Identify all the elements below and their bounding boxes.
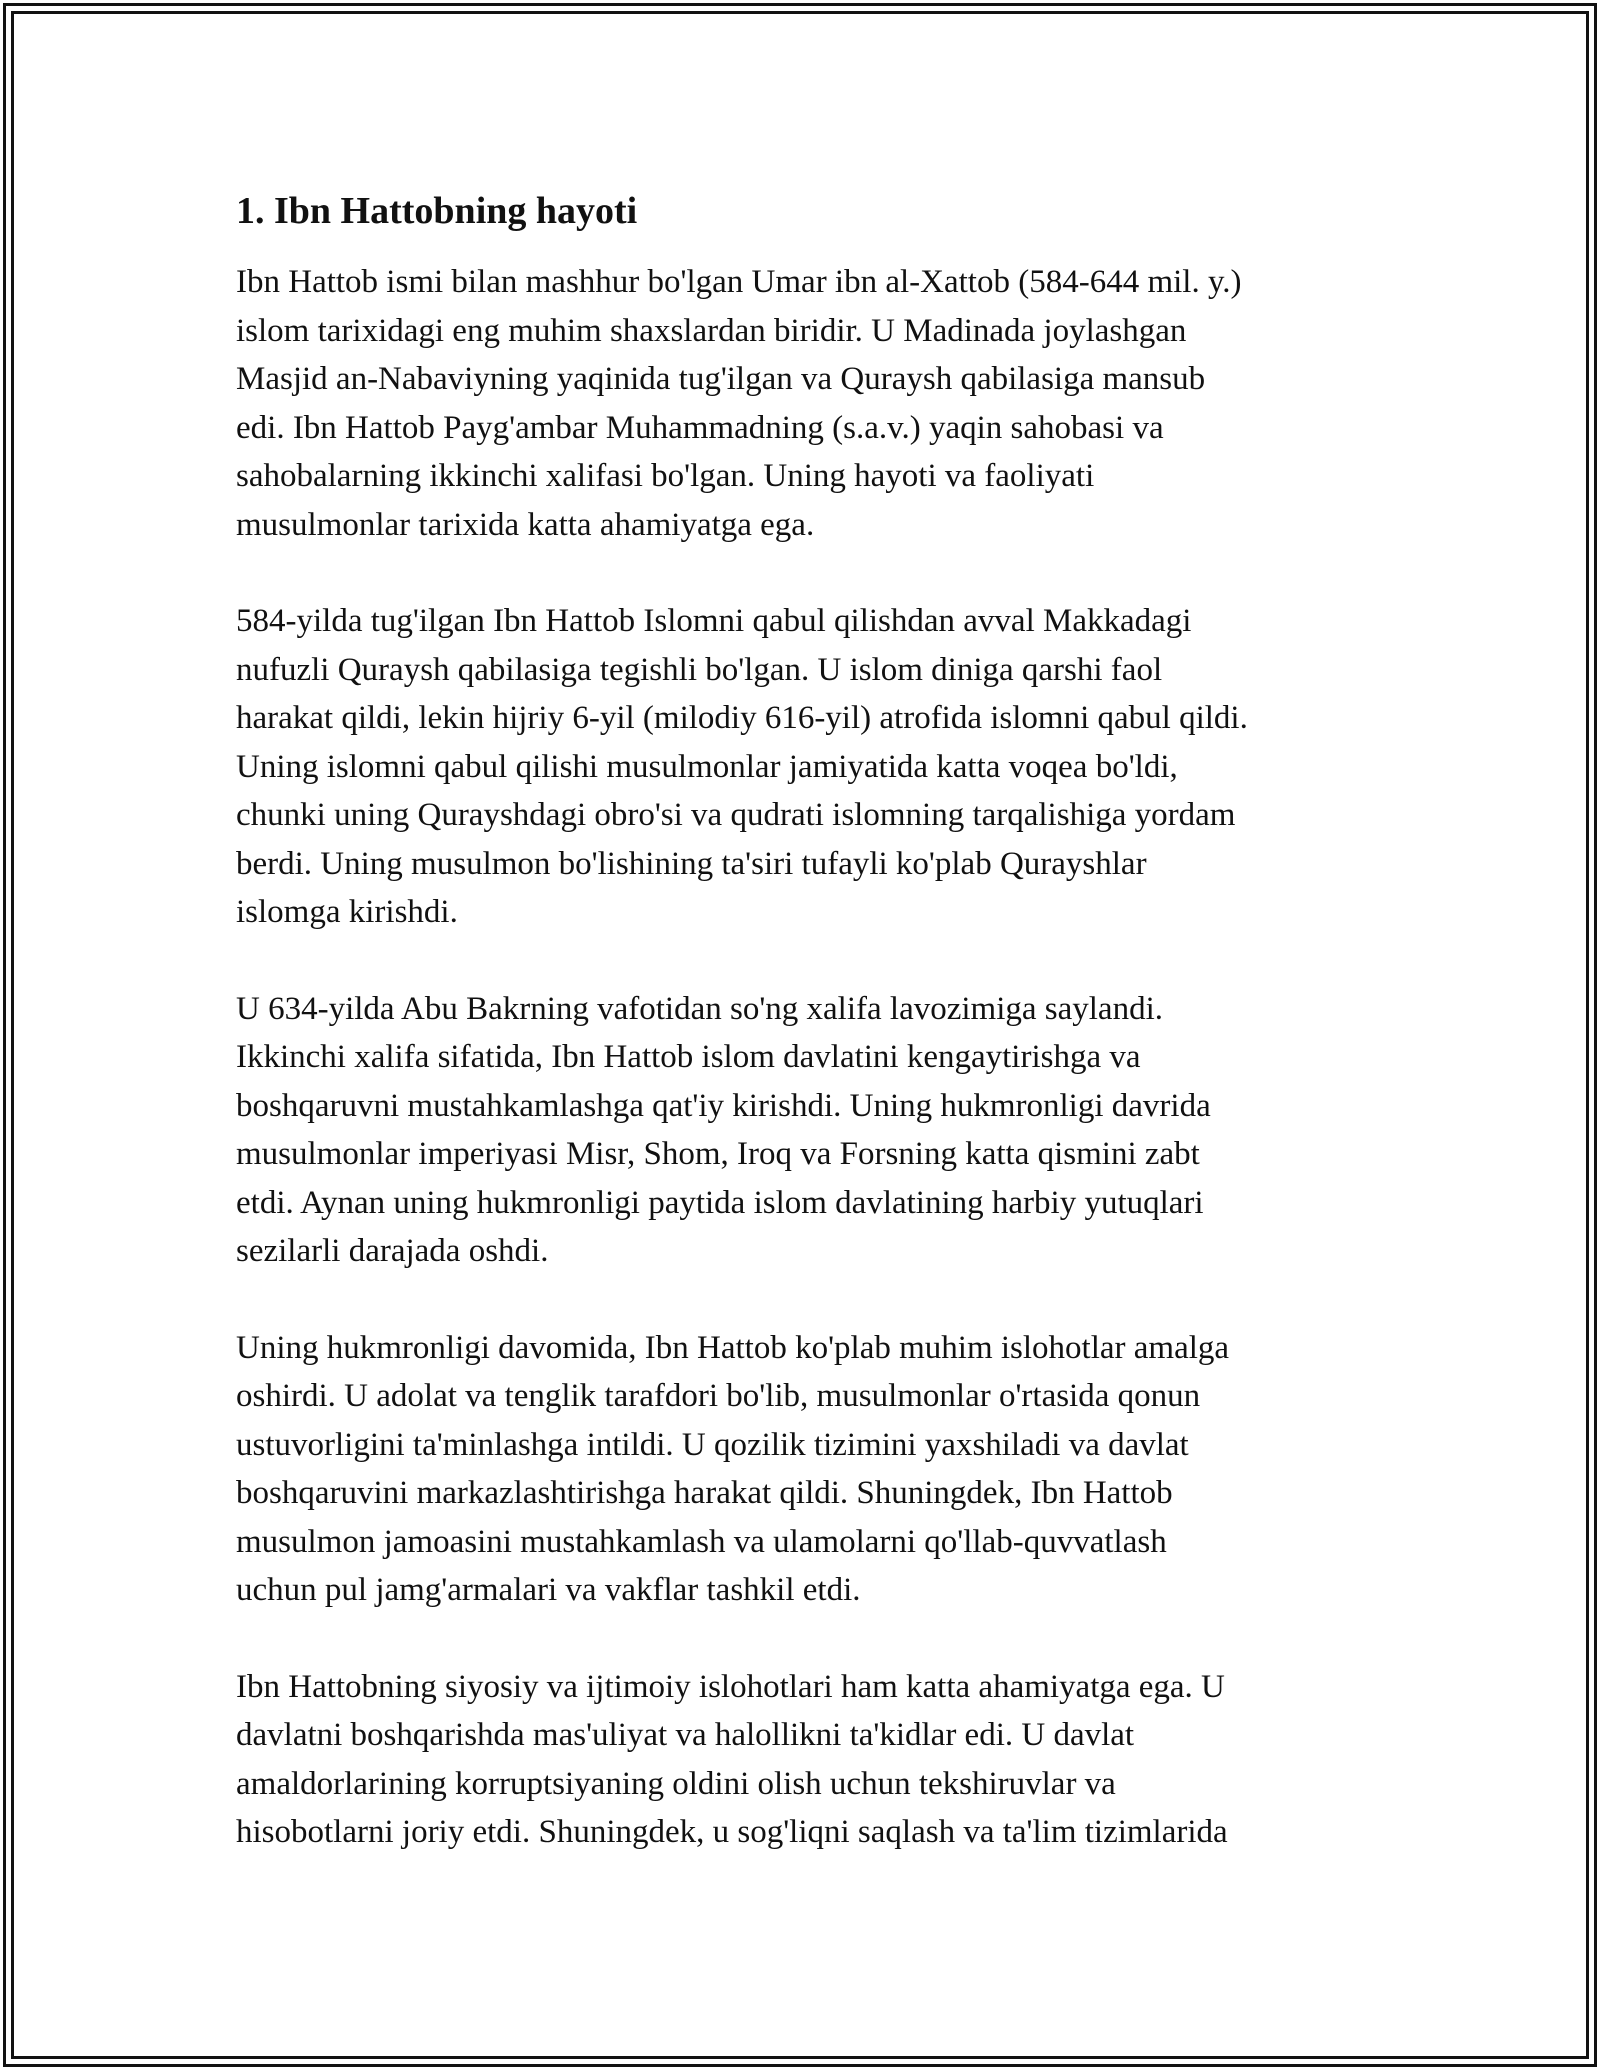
- text-line: davlatni boshqarishda mas'uliyat va halollikni ta'kidlar edi. U davlat: [236, 1717, 1135, 1753]
- text-line: sahobalarning ikkinchi xalifasi bo'lgan. Uning hayoti va faoliyati: [236, 458, 1095, 494]
- text-line: etdi. Aynan uning hukmronligi paytida islom davlatining harbiy yutuqlari: [236, 1184, 1204, 1221]
- text-line: hisobotlarni joriy etdi. Shuningdek, u sog'liqni saqlash va ta'lim tizimlarida: [236, 1814, 1228, 1850]
- text-line: berdi. Uning musulmon bo'lishining ta'siri tufayli ko'plab Qurayshlar: [236, 845, 1147, 882]
- text-line: Ikkinchi xalifa sifatida, Ibn Hattob islom davlatini kengaytirishga va: [236, 1039, 1141, 1075]
- text-line: 584-yilda tug'ilgan Ibn Hattob Islomni qabul qilishdan avval Makkadagi: [236, 603, 1192, 639]
- text-line: islomga kirishdi.: [236, 894, 458, 930]
- text-line: Masjid an-Nabaviyning yaqinida tug'ilgan va Quraysh qabilasiga mansub: [236, 361, 1206, 397]
- text-line: U 634-yilda Abu Bakrning vafotidan so'ng xalifa lavozimiga saylandi.: [236, 990, 1163, 1027]
- paragraph-3: [236, 985, 1376, 1276]
- paragraph-2: [236, 597, 1376, 937]
- text-line: harakat qildi, lekin hijriy 6-yil (milodiy 616-yil) atrofida islomni qabul qildi.: [236, 700, 1248, 736]
- text-line: musulmonlar imperiyasi Misr, Shom, Iroq va Forsning katta qismini zabt: [236, 1136, 1200, 1172]
- text-line: musulmonlar tarixida katta ahamiyatga ega.: [236, 506, 815, 543]
- text-line: Uning hukmronligi davomida, Ibn Hattob ko'plab muhim islohotlar amalga: [236, 1329, 1230, 1366]
- text-line: Ibn Hattobning siyosiy va ijtimoiy islohotlari ham katta ahamiyatga ega. U: [236, 1668, 1225, 1705]
- text-line: boshqaruvni mustahkamlashga qat'iy kirishdi. Uning hukmronligi davrida: [236, 1087, 1211, 1124]
- paragraph-4: [236, 1324, 1376, 1615]
- text-line: musulmon jamoasini mustahkamlash va ulamolarni qo'llab-quvvatlash: [236, 1523, 1167, 1560]
- text-line: Ibn Hattob ismi bilan mashhur bo'lgan Umar ibn al-Xattob (584-644 mil. y.): [236, 264, 1242, 300]
- text-line: Uning islomni qabul qilishi musulmonlar jamiyatida katta voqea bo'ldi,: [236, 748, 1178, 785]
- text-line: oshirdi. U adolat va tenglik tarafdori bo'lib, musulmonlar o'rtasida qonun: [236, 1378, 1201, 1414]
- paragraph-1: [236, 258, 1376, 549]
- text-line: ustuvorligini ta'minlashga intildi. U qozilik tizimini yaxshiladi va davlat: [236, 1426, 1189, 1463]
- text-line: chunki uning Qurayshdagi obro'si va qudrati islomning tarqalishiga yordam: [236, 797, 1236, 833]
- text-line: edi. Ibn Hattob Payg'ambar Muhammadning (s.a.v.) yaqin sahobasi va: [236, 409, 1164, 446]
- text-line: islom tarixidagi eng muhim shaxslardan biridir. U Madinada joylashgan: [236, 312, 1187, 349]
- document-body: [236, 186, 1376, 1905]
- section-title: 1. Ibn Hattobning hayoti: [236, 190, 638, 232]
- text-line: uchun pul jamg'armalari va vakflar tashkil etdi.: [236, 1572, 861, 1608]
- text-line: amaldorlarining korruptsiyaning oldini olish uchun tekshiruvlar va: [236, 1765, 1116, 1802]
- text-line: sezilarli darajada oshdi.: [236, 1233, 549, 1269]
- text-line: boshqaruvini markazlashtirishga harakat qildi. Shuningdek, Ibn Hattob: [236, 1475, 1173, 1511]
- text-line: nufuzli Quraysh qabilasiga tegishli bo'lgan. U islom diniga qarshi faol: [236, 651, 1163, 688]
- paragraph-5: [236, 1663, 1376, 1857]
